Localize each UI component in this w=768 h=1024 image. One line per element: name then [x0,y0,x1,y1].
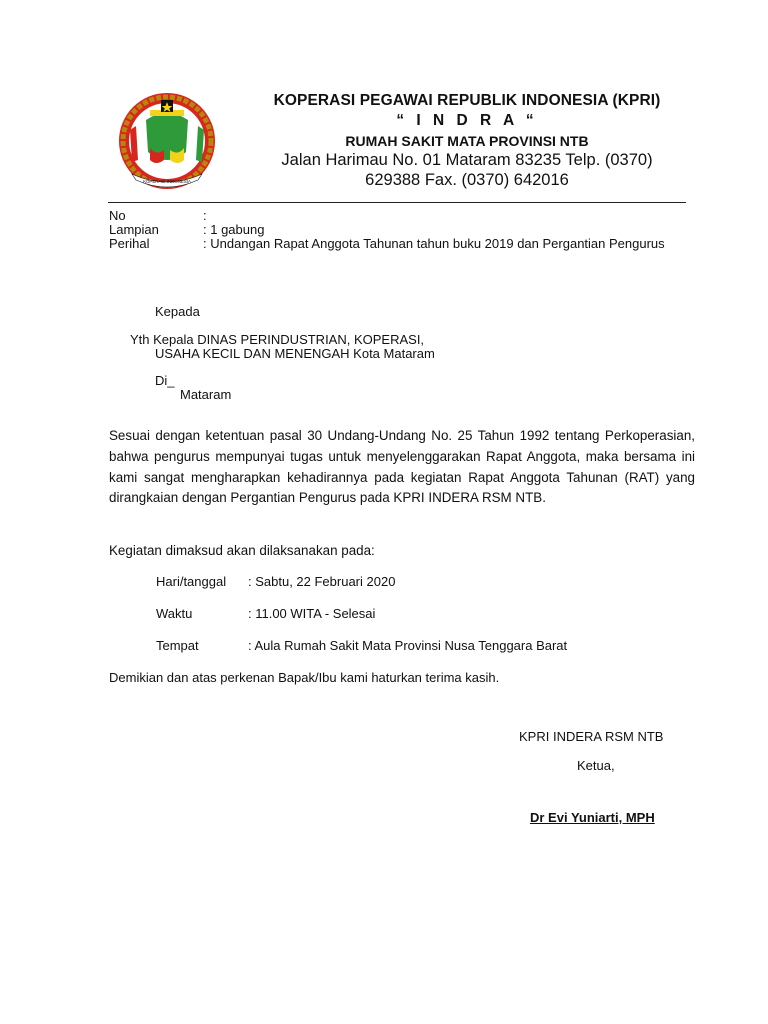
meta-lampiran [109,223,409,237]
recipient-di: Di_ [155,373,175,388]
meta-lampiran-value: : 1 gabung [203,222,265,237]
recipient-line-1: Yth Kepala DINAS PERINDUSTRIAN, KOPERASI, [130,332,425,347]
recipient-line-2: USAHA KECIL DAN MENENGAH Kota Mataram [155,346,435,361]
detail-time-label: Waktu [156,606,193,621]
meta-lampiran-label: Lampian [109,222,159,237]
logo-banner-text: KOPERASI INDONESIA [143,179,191,184]
detail-place-label: Tempat [156,638,199,653]
detail-date-label: Hari/tanggal [156,574,227,589]
meta-no [109,209,309,223]
detail-row-date [156,575,676,591]
letterhead-divider [108,202,686,203]
detail-row-time [156,607,676,623]
meta-no-value: : [203,208,207,223]
recipient-kepada: Kepada [155,304,200,319]
address-line-2: 629388 Fax. (0370) 642016 [365,171,569,189]
meta-no-label: No [109,208,126,223]
signer-name: Dr Evi Yuniarti, MPH [530,810,655,825]
body-paragraph: Sesuai dengan ketentuan pasal 30 Undang-Undang No. 25 Tahun 1992 tentang Perkoperasian, bahwa pengurus mempunyai tugas untuk menyelenggarakan Rapat Anggota, maka bersama ini kami sangat mengharapkan kehadirannya pada kegiatan Rapat Anggota Tahunan (RAT) yang dirangkaian dengan Pergantian Pengurus pada KPRI INDERA RSM NTB. [109,428,695,506]
detail-row-place [156,639,676,655]
organization-address [232,150,702,190]
meta-perihal-value: : Undangan Rapat Anggota Tahunan tahun buku 2019 dan Pergantian Pengurus [203,236,665,251]
organization-unit: RUMAH SAKIT MATA PROVINSI NTB [345,133,589,149]
recipient-city: Mataram [180,387,232,402]
event-intro: Kegiatan dimaksud akan dilaksanakan pada: [109,543,375,558]
address-line-1: Jalan Harimau No. 01 Mataram 83235 Telp. (0370) [281,151,653,169]
koperasi-logo [106,90,228,192]
organization-title: KOPERASI PEGAWAI REPUBLIK INDONESIA (KPRI) [273,92,661,109]
detail-date-value: : Sabtu, 22 Februari 2020 [248,574,396,589]
closing-sentence: Demikian dan atas perkenan Bapak/Ibu kami haturkan terima kasih. [109,670,500,685]
organization-name: “ I N D R A “ [396,112,538,129]
signature-title: Ketua, [577,758,615,773]
meta-perihal-label: Perihal [109,236,150,251]
detail-time-value: : 11.00 WITA - Selesai [248,606,376,621]
detail-place-value: : Aula Rumah Sakit Mata Provinsi Nusa Tenggara Barat [248,638,568,653]
signature-organization: KPRI INDERA RSM NTB [519,729,664,744]
